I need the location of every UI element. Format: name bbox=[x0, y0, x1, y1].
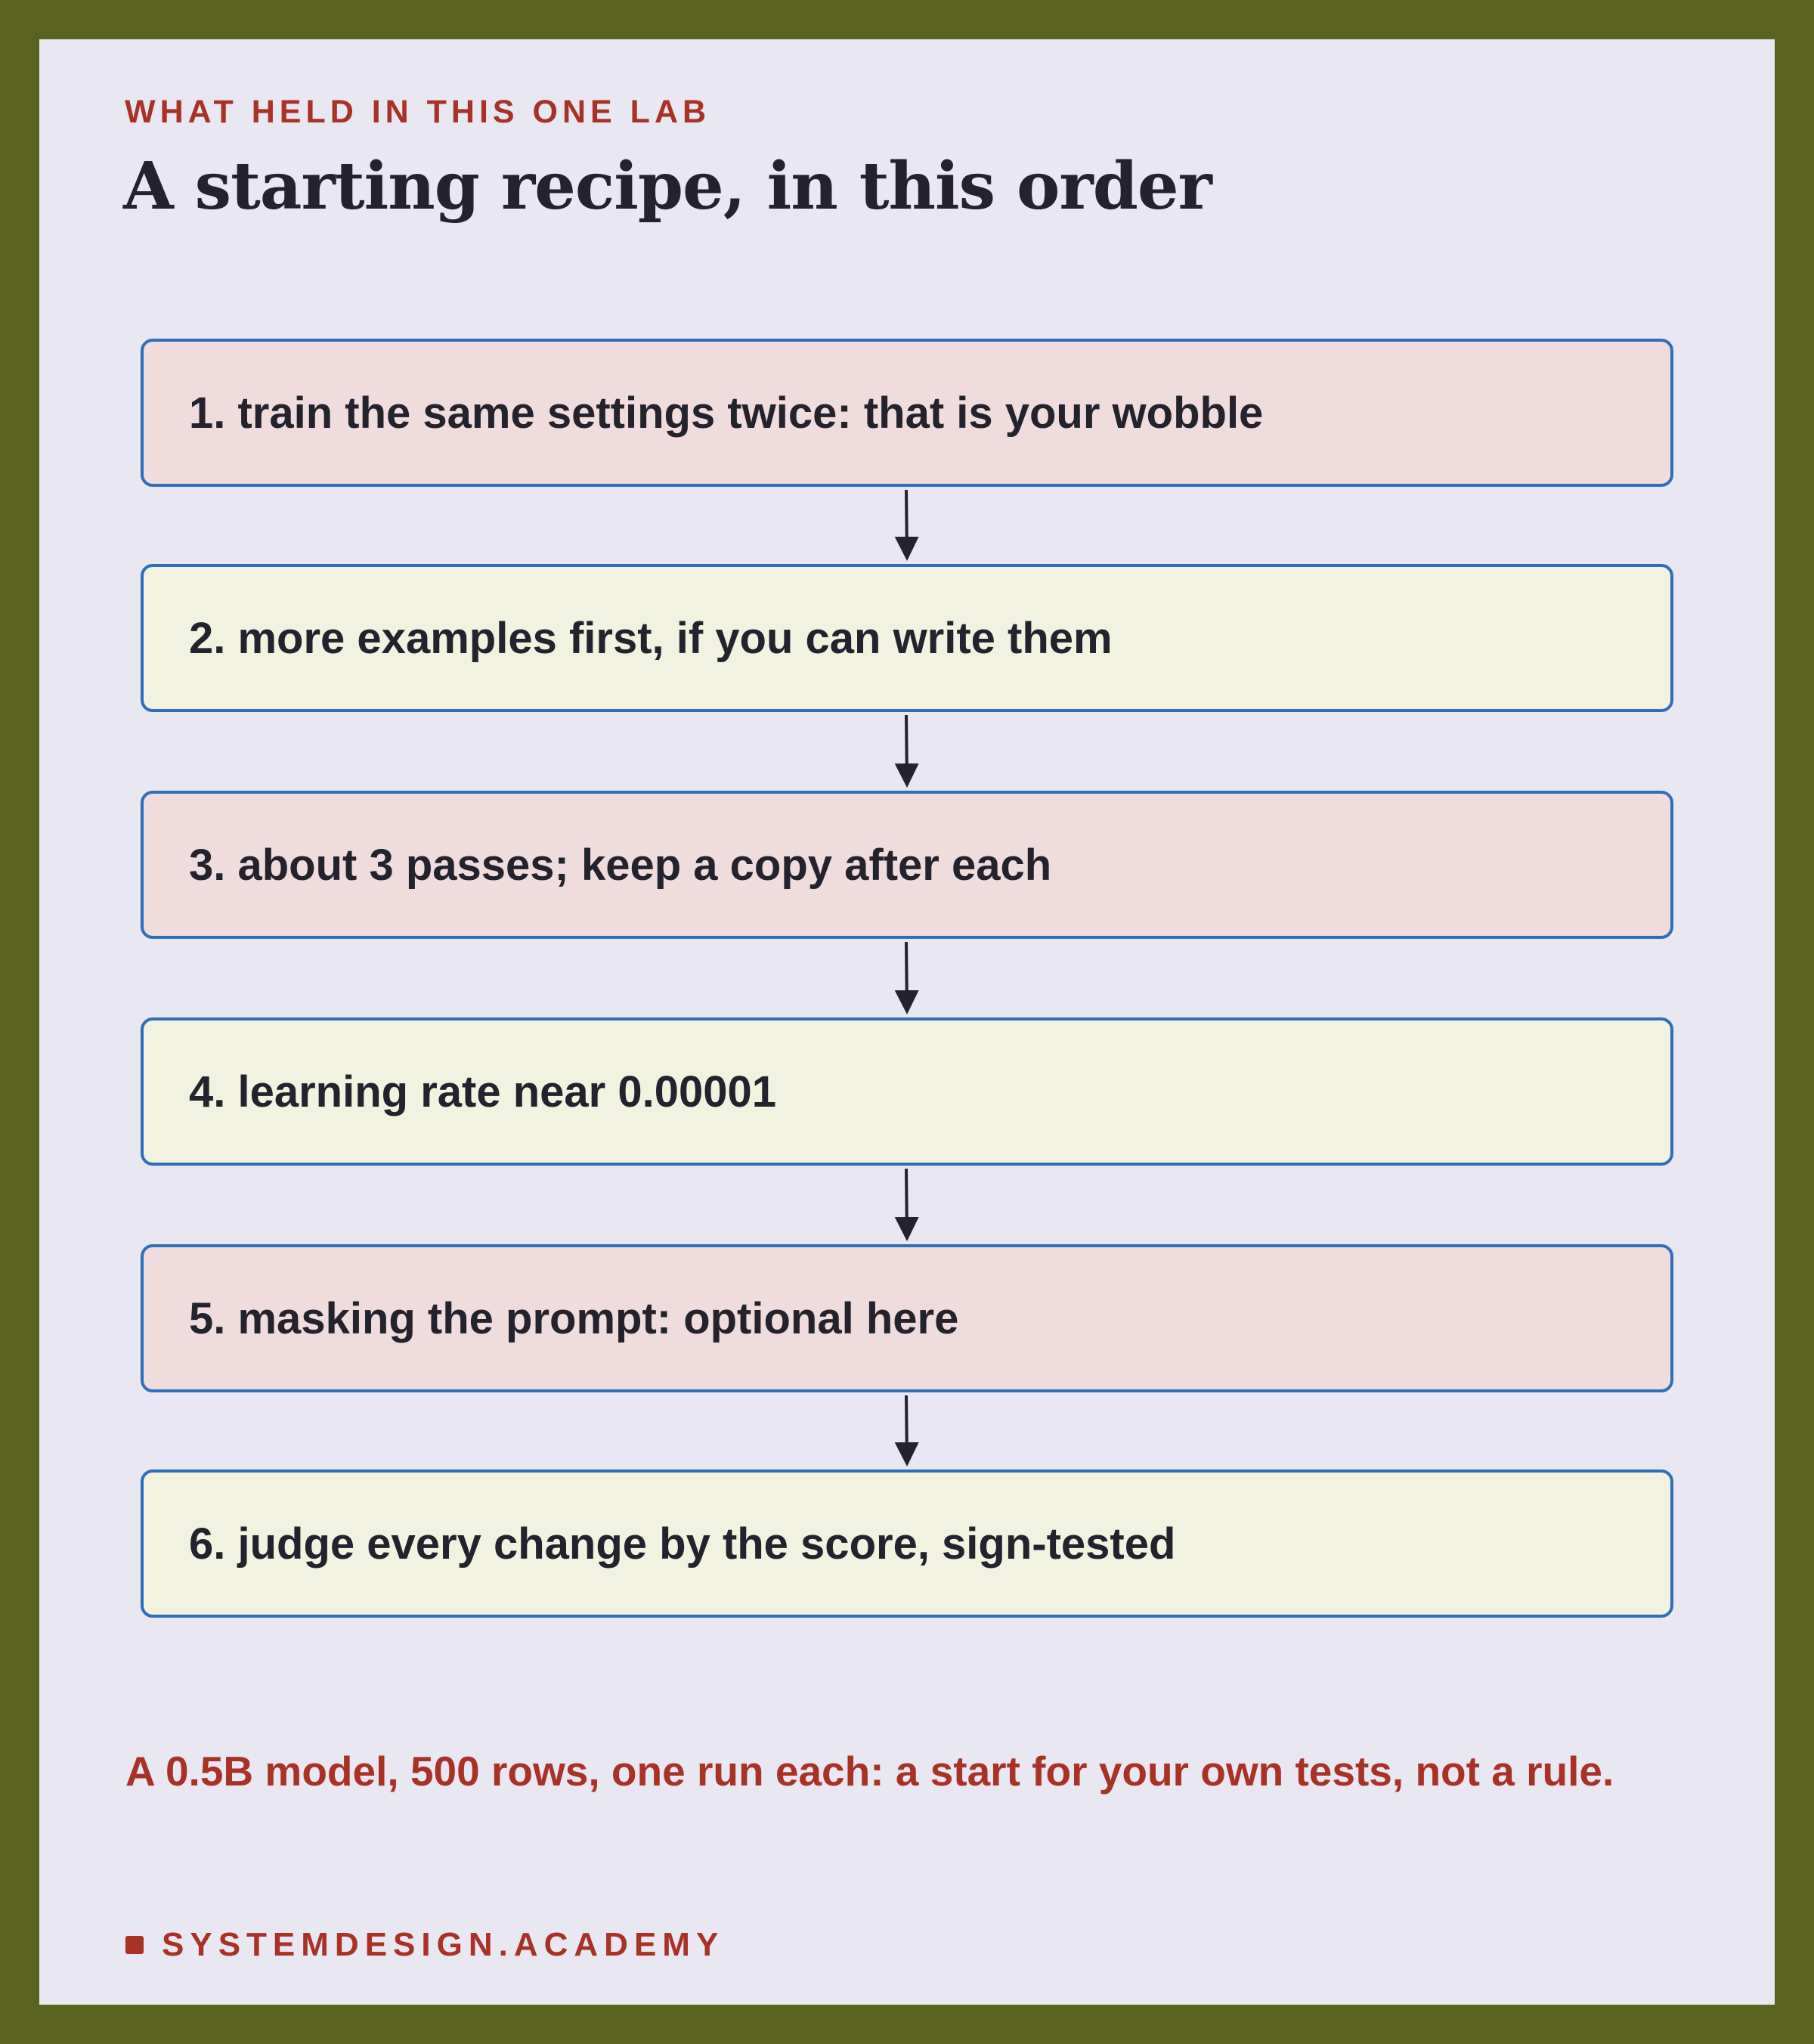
connector-arrow-1-2 bbox=[906, 490, 907, 558]
connector-arrow-3-4 bbox=[906, 942, 907, 1011]
step-box-3: 3. about 3 passes; keep a copy after each bbox=[141, 791, 1673, 939]
connector-arrow-2-3 bbox=[906, 715, 907, 785]
step-box-4: 4. learning rate near 0.00001 bbox=[141, 1017, 1673, 1166]
step-box-2: 2. more examples first, if you can write them bbox=[141, 564, 1673, 712]
brand-footer bbox=[125, 1926, 724, 1964]
connector-arrow-4-5 bbox=[906, 1169, 907, 1238]
brand-square-icon bbox=[125, 1936, 144, 1954]
step-box-5: 5. masking the prompt: optional here bbox=[141, 1244, 1673, 1392]
connector-arrow-5-6 bbox=[906, 1395, 907, 1463]
step-box-1: 1. train the same settings twice: that is your wobble bbox=[141, 339, 1673, 487]
caveat-note: A 0.5B model, 500 rows, one run each: a start for your own tests, not a rule. bbox=[125, 1748, 1614, 1795]
brand-label: SYSTEMDESIGN.ACADEMY bbox=[162, 1926, 725, 1963]
kicker-label: WHAT HELD IN THIS ONE LAB bbox=[125, 94, 711, 130]
page-title: A starting recipe, in this order bbox=[123, 148, 1212, 225]
step-box-6: 6. judge every change by the score, sign-tested bbox=[141, 1470, 1673, 1618]
